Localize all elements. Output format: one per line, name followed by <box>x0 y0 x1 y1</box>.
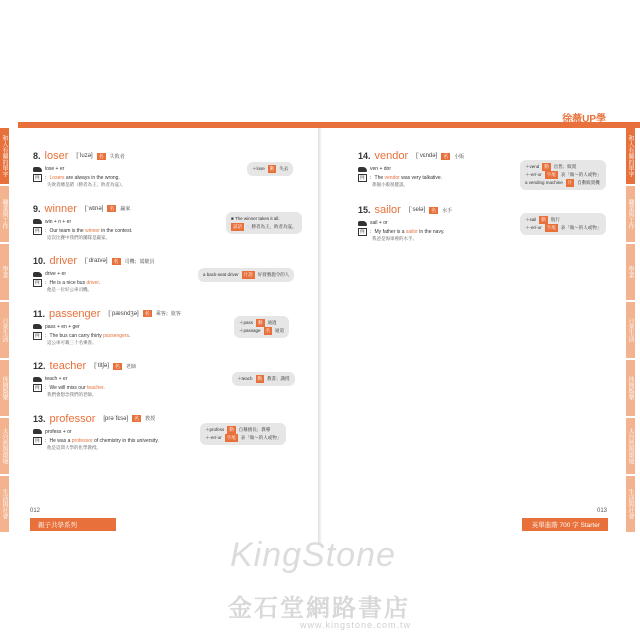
phonetic: [ˈdraɪvə] <box>85 258 108 264</box>
note-bubble <box>200 423 286 445</box>
example-colon: ： <box>44 437 50 444</box>
example-tag: 例 <box>35 175 40 180</box>
note-term: ＋profess <box>205 427 225 432</box>
example-translation: 我們會想念我們的老師。 <box>47 392 97 397</box>
formula-text: sail + or <box>370 220 388 226</box>
note-bubble <box>247 162 293 176</box>
note-term: ＋pass <box>239 320 254 325</box>
meaning: 水手 <box>442 207 453 214</box>
example-colon: ： <box>44 280 50 286</box>
note-tag: 名 <box>265 328 271 333</box>
example-post: . <box>98 280 101 286</box>
series-title: 徐薇UP學 <box>562 114 606 125</box>
note-row <box>237 375 290 383</box>
phonetic: [ˈvɛndə] <box>416 153 438 159</box>
part-of-speech: 名 <box>443 153 449 160</box>
word-row <box>33 150 126 162</box>
formula-text: pass + en + ger <box>45 323 80 330</box>
example-text <box>45 279 101 286</box>
example-text <box>45 437 159 444</box>
example-colon: ： <box>44 175 50 181</box>
meaning: 老師 <box>125 363 136 370</box>
note-row <box>525 171 601 179</box>
note-term: ＋-er/-or <box>525 172 542 177</box>
entry-number: 10. <box>33 256 46 266</box>
note-gloss: 表「做～的人或物」 <box>560 172 602 177</box>
word-formula <box>33 166 126 172</box>
chapter-tab: 日常生活 <box>626 302 635 358</box>
right-chapter-tabs <box>626 128 640 534</box>
note-gloss: 失去 <box>279 166 289 171</box>
note-term: ＋passage <box>239 328 261 333</box>
entry-number: 13. <box>33 413 46 424</box>
note-row <box>525 216 601 224</box>
example-translation: 那個小販很健談。 <box>372 182 408 187</box>
note-row <box>205 426 281 434</box>
entry-number: 11. <box>33 308 46 319</box>
note-term: ＋sail <box>525 217 537 222</box>
word-entry <box>33 150 126 188</box>
part-of-speech: 名 <box>114 363 120 370</box>
left-chapter-tabs <box>0 128 14 534</box>
example-sentence <box>33 279 155 287</box>
headword: driver <box>49 255 78 267</box>
note-tag: 動 <box>229 427 234 432</box>
phonetic: [ˈtitʃə] <box>94 363 109 369</box>
word-row <box>33 413 159 425</box>
note-row <box>231 215 297 223</box>
left-footer: 親子共學系列 <box>30 518 116 531</box>
word-row <box>33 360 136 372</box>
note-term: ＋lose <box>252 166 265 171</box>
note-tag: 片語 <box>243 272 253 277</box>
watermark-url: www.kingstone.com.tw <box>300 620 412 630</box>
headword: vendor <box>374 150 409 162</box>
example-highlight: teacher <box>86 385 104 391</box>
example-sentence <box>33 174 126 182</box>
example-text <box>45 384 105 391</box>
part-of-speech: 名 <box>134 416 140 422</box>
formula-text: ven + dor <box>370 166 391 172</box>
example-tag: 例 <box>35 280 40 285</box>
formula-text: lose + er <box>45 166 65 172</box>
note-tag: 動 <box>544 164 549 169</box>
note-tag: 字尾 <box>546 172 556 177</box>
shoe-icon <box>33 167 42 172</box>
example-highlight: driver <box>86 280 99 286</box>
headword: winner <box>44 202 77 215</box>
entry-number: 8. <box>33 151 41 161</box>
example-post: in the contest. <box>99 227 133 234</box>
note-bubble <box>234 316 289 338</box>
example-sentence <box>33 384 136 392</box>
shoe-icon <box>33 377 42 382</box>
example-sentence <box>358 174 464 182</box>
example-rest: are always in the wrong. <box>64 175 120 181</box>
part-of-speech: 名 <box>113 258 119 265</box>
note-term: ＋-er/-or <box>205 435 222 440</box>
note-bubble <box>520 160 606 190</box>
note-term: a vending machine <box>525 180 563 185</box>
example-translation: 他是這間大學的化學教授。 <box>47 444 101 450</box>
example-tag: 例 <box>360 175 365 180</box>
note-gloss: 自動販賣機 <box>577 180 600 185</box>
shoe-icon <box>33 219 42 224</box>
example-highlight: Losers <box>49 175 65 181</box>
example-colon: ： <box>369 229 375 235</box>
example-pre: My father is a <box>374 229 406 235</box>
example-tag: 例 <box>35 332 40 338</box>
word-row <box>358 204 452 216</box>
entry-number: 9. <box>33 203 41 214</box>
word-formula <box>33 219 132 225</box>
entry-number: 12. <box>33 361 46 371</box>
headword: passenger <box>49 307 101 320</box>
note-tag: 動 <box>269 166 275 171</box>
entry-number: 14. <box>358 151 371 161</box>
meaning: 乘客；旅客 <box>155 311 181 317</box>
example-text <box>370 228 445 235</box>
example-translation: 他是一位好公車司機。 <box>47 287 92 292</box>
phonetic: [prəˈfɛsə] <box>103 415 129 422</box>
note-gloss: 教書；講授 <box>267 376 290 381</box>
headword: teacher <box>49 360 87 372</box>
word-row <box>358 150 464 162</box>
example-highlight: passengers <box>103 332 130 339</box>
formula-text: win + n + er <box>45 218 72 225</box>
phonetic: [ˈluzə] <box>76 153 93 159</box>
note-term: ＋-er/-or <box>525 225 542 230</box>
headword: sailor <box>374 204 401 216</box>
meaning: 失敗者 <box>109 153 125 160</box>
formula-text: profess + or <box>45 428 72 435</box>
chapter-tab: 休閒娛樂 <box>0 360 9 416</box>
example-highlight: professor <box>71 437 93 444</box>
example-pre: He is a nice bus <box>49 280 87 286</box>
example-tag: 例 <box>35 437 40 443</box>
example-text <box>45 227 133 234</box>
note-row <box>239 319 284 327</box>
note-tag: 動 <box>541 217 546 222</box>
note-term: ＋teach <box>237 376 253 381</box>
shoe-icon <box>33 324 42 329</box>
note-term: ＋vend <box>525 164 540 169</box>
note-row <box>525 179 601 187</box>
chapter-tab: 學業 <box>626 244 635 300</box>
part-of-speech: 名 <box>109 206 115 212</box>
watermark-zh: 金石堂網路書店 <box>228 593 410 622</box>
example-text <box>45 174 120 181</box>
meaning: 小販 <box>454 153 465 160</box>
note-gloss: 自稱擅長；教導 <box>238 427 271 432</box>
chapter-tab: 生活與社會 <box>0 476 9 532</box>
word-formula <box>358 166 464 172</box>
word-entry <box>33 308 181 346</box>
word-row <box>33 203 132 215</box>
example-highlight: vendor <box>384 175 400 181</box>
example-translation: 我爸是海軍裡的水手。 <box>372 236 417 241</box>
chapter-tab: 和人有關的單字 <box>626 128 635 184</box>
shoe-icon <box>358 221 367 226</box>
note-term: ■ The winner takes it all. <box>231 216 280 221</box>
example-colon: ： <box>44 385 50 391</box>
example-post: . <box>129 332 131 339</box>
example-post: . <box>103 385 105 391</box>
note-term: a back-seat driver <box>203 272 239 277</box>
shoe-icon <box>358 167 367 172</box>
example-tag: 例 <box>35 385 40 390</box>
example-sentence <box>358 228 452 236</box>
example-colon: ： <box>44 332 50 339</box>
example-sentence <box>33 437 159 445</box>
note-gloss: 表「做～的人或物」 <box>240 435 282 440</box>
note-bubble <box>226 212 302 234</box>
example-post: was very talkative. <box>399 175 443 181</box>
formula-text: teach + er <box>45 376 68 382</box>
note-gloss: 通過 <box>267 320 277 325</box>
example-tag: 例 <box>35 227 40 233</box>
note-row <box>231 223 297 231</box>
word-entry <box>358 204 452 242</box>
example-highlight: sailor <box>405 229 418 235</box>
headword: loser <box>44 150 69 162</box>
meaning: 司機；駕駛員 <box>124 258 155 265</box>
phonetic: [ˈpæsndʒə] <box>108 310 139 317</box>
example-pre: We will miss our <box>49 385 87 391</box>
word-row <box>33 308 181 320</box>
note-bubble <box>520 213 606 235</box>
chapter-tab: 大自然與環境 <box>626 418 635 474</box>
note-row <box>239 327 284 335</box>
note-bubble <box>232 372 295 386</box>
right-footer: 英單進階 700 字 Starter <box>522 518 608 531</box>
note-bubble <box>198 268 294 282</box>
meaning: 贏家 <box>120 206 131 212</box>
note-tag: 字尾 <box>546 225 556 230</box>
note-gloss: 航行 <box>550 217 560 222</box>
note-gloss: 通道 <box>275 328 285 333</box>
note-gloss: ：勝者為王，敗者為寇。 <box>247 224 297 229</box>
example-pre: The <box>374 175 385 181</box>
word-formula <box>358 220 452 226</box>
example-text <box>45 332 131 339</box>
example-pre: Our team is the <box>49 227 86 234</box>
watermark-brand: KingStone <box>230 536 396 574</box>
example-translation: 這公車可載三十名乘客。 <box>47 339 97 345</box>
word-row <box>33 255 155 267</box>
chapter-tab: 和人有關的單字 <box>0 128 9 184</box>
note-tag: 動 <box>258 320 263 325</box>
chapter-tab: 休閒娛樂 <box>626 360 635 416</box>
chapter-tab: 大自然與環境 <box>0 418 9 474</box>
example-pre: He was a <box>49 437 72 444</box>
example-pre: The bus can carry thirty <box>49 332 104 339</box>
note-gloss: 出售；販賣 <box>553 164 577 169</box>
note-tag: 諺語 <box>233 224 242 229</box>
entry-number: 15. <box>358 205 371 215</box>
part-of-speech: 名 <box>431 207 437 214</box>
right-page <box>322 128 622 543</box>
headword: professor <box>49 412 96 425</box>
example-text <box>370 174 443 181</box>
part-of-speech: 名 <box>98 153 104 160</box>
example-colon: ： <box>44 227 50 234</box>
chapter-tab: 職業與工作 <box>626 186 635 242</box>
example-post: of chemistry in this university. <box>92 437 159 444</box>
example-sentence <box>33 332 181 340</box>
example-translation: 這次比賽中我們的團隊是贏家。 <box>47 234 110 240</box>
word-formula <box>33 376 136 382</box>
shoe-icon <box>33 272 42 277</box>
chapter-tab: 學業 <box>0 244 9 300</box>
example-colon: ： <box>369 175 375 181</box>
phonetic: [ˈselə] <box>408 207 426 213</box>
meaning: 教授 <box>145 416 156 422</box>
example-post: in the navy. <box>417 229 445 235</box>
example-sentence <box>33 227 132 235</box>
example-highlight: winner <box>85 227 100 234</box>
note-tag: 字尾 <box>226 435 236 440</box>
part-of-speech: 名 <box>144 311 150 317</box>
note-tag: 動 <box>257 376 263 381</box>
formula-text: drive + er <box>45 271 66 277</box>
word-formula <box>33 324 181 330</box>
word-formula <box>33 271 155 277</box>
note-row <box>205 434 281 442</box>
word-entry <box>33 255 155 293</box>
note-row <box>525 163 601 171</box>
note-row <box>525 224 601 232</box>
left-page-number: 012 <box>30 508 41 514</box>
example-translation: 失敗者總是錯（勝者為王，敗者為寇）。 <box>47 182 126 187</box>
note-tag: 片 <box>567 180 573 185</box>
example-tag: 例 <box>360 229 365 234</box>
chapter-tab: 日常生活 <box>0 302 9 358</box>
chapter-tab: 職業與工作 <box>0 186 9 242</box>
right-page-number: 013 <box>597 508 608 514</box>
note-gloss: 好發號施令的人 <box>257 272 290 277</box>
note-gloss: 表「做～的人或物」 <box>560 225 602 230</box>
word-formula <box>33 429 159 435</box>
word-entry <box>358 150 464 188</box>
word-entry <box>33 203 132 241</box>
note-row <box>203 271 289 279</box>
shoe-icon <box>33 429 42 434</box>
phonetic: [ˈwɪnə] <box>84 205 104 212</box>
note-row <box>252 165 288 173</box>
word-entry <box>33 360 136 398</box>
word-entry <box>33 413 159 451</box>
chapter-tab: 生活與社會 <box>626 476 635 532</box>
